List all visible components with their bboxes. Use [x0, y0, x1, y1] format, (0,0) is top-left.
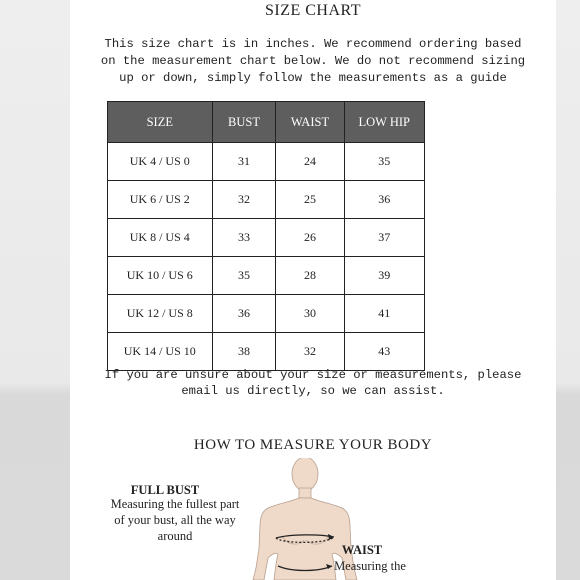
- help-note: If you are unsure about your size or measurements, please email us directly, so we can assist.: [104, 368, 522, 398]
- bust-cell: 31: [212, 143, 276, 181]
- table-row: [108, 333, 425, 371]
- bust-cell: 32: [212, 181, 276, 219]
- waist-description: Measuring the: [334, 559, 406, 573]
- right-background: [556, 0, 580, 580]
- table-header-row: [108, 102, 425, 143]
- size-cell: UK 10 / US 6: [108, 257, 213, 295]
- waist-cell: 32: [276, 333, 344, 371]
- waist-label: WAIST: [341, 543, 383, 557]
- bust-cell: 35: [212, 257, 276, 295]
- page-title: SIZE CHART: [264, 2, 362, 19]
- full-bust-label: FULL BUST: [130, 483, 200, 497]
- size-cell: UK 14 / US 10: [108, 333, 213, 371]
- size-table: [107, 101, 425, 371]
- header-low-hip: LOW HIP: [344, 102, 424, 143]
- intro-text: This size chart is in inches. We recommend ordering based on the measurement chart below. We do not recommend sizing up or down, simply follow the measurements as a guide: [100, 37, 526, 85]
- size-chart-page: [70, 0, 556, 580]
- waist-cell: 25: [276, 181, 344, 219]
- size-cell: UK 8 / US 4: [108, 219, 213, 257]
- measure-section-title: HOW TO MEASURE YOUR BODY: [193, 437, 433, 453]
- waist-cell: 26: [276, 219, 344, 257]
- bust-cell: 33: [212, 219, 276, 257]
- header-waist: WAIST: [276, 102, 344, 143]
- header-size: SIZE: [108, 102, 213, 143]
- waist-cell: 28: [276, 257, 344, 295]
- size-cell: UK 6 / US 2: [108, 181, 213, 219]
- low-hip-cell: 39: [344, 257, 424, 295]
- size-cell: UK 12 / US 8: [108, 295, 213, 333]
- low-hip-cell: 36: [344, 181, 424, 219]
- header-bust: BUST: [212, 102, 276, 143]
- low-hip-cell: 43: [344, 333, 424, 371]
- waist-cell: 24: [276, 143, 344, 181]
- low-hip-cell: 35: [344, 143, 424, 181]
- table-row: [108, 219, 425, 257]
- size-cell: UK 4 / US 0: [108, 143, 213, 181]
- low-hip-cell: 37: [344, 219, 424, 257]
- table-row: [108, 143, 425, 181]
- table-row: [108, 295, 425, 333]
- table-row: [108, 181, 425, 219]
- low-hip-cell: 41: [344, 295, 424, 333]
- left-background: [0, 0, 70, 580]
- full-bust-description: Measuring the fullest part of your bust, all the way around: [110, 497, 240, 543]
- bust-cell: 38: [212, 333, 276, 371]
- waist-cell: 30: [276, 295, 344, 333]
- bust-cell: 36: [212, 295, 276, 333]
- table-row: [108, 257, 425, 295]
